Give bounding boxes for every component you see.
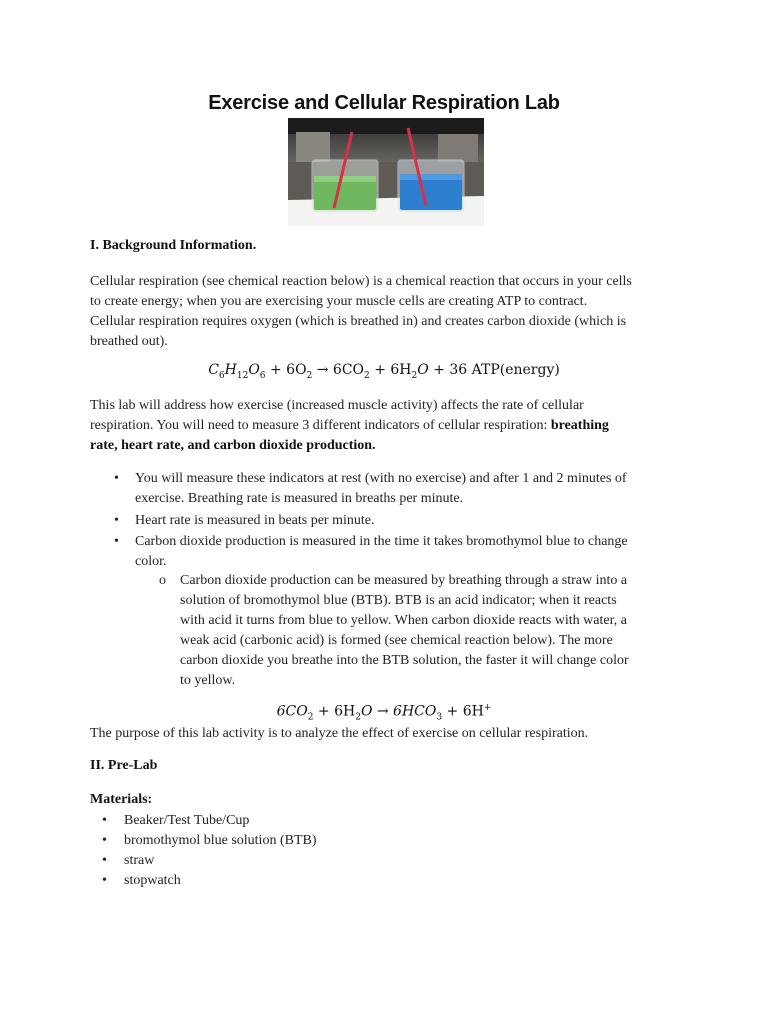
paragraph-line: Cellular respiration requires oxygen (which is breathed in) and creates carbon dioxide (which is bbox=[90, 314, 627, 329]
paragraph-line: to create energy; when you are exercising your muscle cells are creating ATP to contract. bbox=[90, 294, 588, 309]
background-paragraph bbox=[90, 272, 680, 352]
respiration-equation: $C_6H_{12}O_6 + 6O_2 \to 6CO_2 + 6H_2O + 36$ ATP(energy) bbox=[208, 362, 560, 381]
document-title: Exercise and Cellular Respiration Lab bbox=[208, 92, 560, 114]
background-heading: I. Background Information. bbox=[90, 238, 257, 253]
paragraph-line: breathed out). bbox=[90, 334, 168, 349]
subbullet-glyph: o bbox=[159, 573, 166, 588]
bullet-text: Heart rate is measured in beats per minute. bbox=[135, 513, 375, 528]
paragraph-line: respiration. You will need to measure 3 different indicators of cellular respiration: breathing bbox=[90, 418, 609, 433]
bold-text: rate, heart rate, and carbon dioxide production. bbox=[90, 438, 376, 453]
paragraph-line: Cellular respiration (see chemical reaction below) is a chemical reaction that occurs in your cells bbox=[90, 274, 632, 289]
paragraph-line: This lab will address how exercise (increased muscle activity) affects the rate of cellular bbox=[90, 398, 584, 413]
prelab-heading: II. Pre-Lab bbox=[90, 758, 158, 773]
bold-text: breathing bbox=[550, 418, 609, 433]
materials-heading: Materials: bbox=[90, 792, 153, 807]
document-page: Exercise and Cellular Respiration Lab I. Background Information. Cellular respiration (see chemical reaction below) is a chemical reaction that occurs in your cells to create energy; when you are exercising your muscle cells are creating ATP to contract. Cellular respiration requires oxygen (which is breathed in) and creates carbon dioxide (which is breathed out). $C_6H_{12}O_6 + 6O_2 \to 6CO_2 + 6H_2O + 36$ ATP(energy) This lab will address how exercise (increased muscle activity) affects the rate of cellular respiration. You will need to measure 3 different indicators of cellular respiration: breathing rate, heart rate, and carbon dioxide production. • You will measure these indicators at rest (with no exercise) and after 1 and 2 minutes of exercise. Breathing rate is measured in breaths per minute. • Heart rate is measured in beats per minute. • Carbon dioxide production is measured in the time it takes bromothymol blue to change color. o Carbon dioxide production can be measured by breathing through a straw into a solution of bromothymol blue (BTB). BTB is an acid indicator; when it reacts with acid it turns from blue to yellow. When carbon dioxide reacts with water, a weak acid (carbonic acid) is formed (see chemical reaction below). The more carbon dioxide you breathe into the BTB solution, the faster it will change color to yellow. $6CO_2 + 6H_2O \to 6HCO_3 + 6H^+$ The purpose of this lab activity is to analyze the effect of exercise on cellular respiration. II. Pre-Lab Materials: • Beaker/Test Tube/Cup • bromothymol blue solution (BTB) • straw • stopwatch bbox=[0, 0, 768, 1024]
bullet-text: Carbon dioxide production is measured in the time it takes bromothymol blue to change color. bbox=[135, 534, 628, 569]
purpose-paragraph: The purpose of this lab activity is to analyze the effect of exercise on cellular respiration. bbox=[90, 726, 589, 741]
indicators-paragraph bbox=[90, 396, 680, 456]
paragraph-line bbox=[90, 436, 680, 456]
carbonic-acid-equation: $6CO_2 + 6H_2O \to 6HCO_3 + 6H^+$ bbox=[276, 703, 492, 723]
bullet-glyph: • bbox=[114, 513, 119, 528]
bullet-glyph: • bbox=[114, 471, 119, 486]
subbullet-text: Carbon dioxide production can be measured by breathing through a straw into a solution of bromothymol blue (BTB). BTB is an acid indicator; when it reacts with acid it turns from blue to yellow. When carbon dioxide reacts with water, a weak acid (carbonic acid) is formed (see chemical reaction below). The more carbon dioxide you breathe into the BTB solution, the faster it will change color to yellow. bbox=[180, 573, 629, 688]
bullet-text: You will measure these indicators at rest (with no exercise) and after 1 and 2 minutes of exercise. Breathing rate is measured in breaths per minute. bbox=[135, 471, 627, 506]
bullet-glyph: • bbox=[114, 534, 119, 549]
beakers-photo bbox=[288, 118, 484, 226]
